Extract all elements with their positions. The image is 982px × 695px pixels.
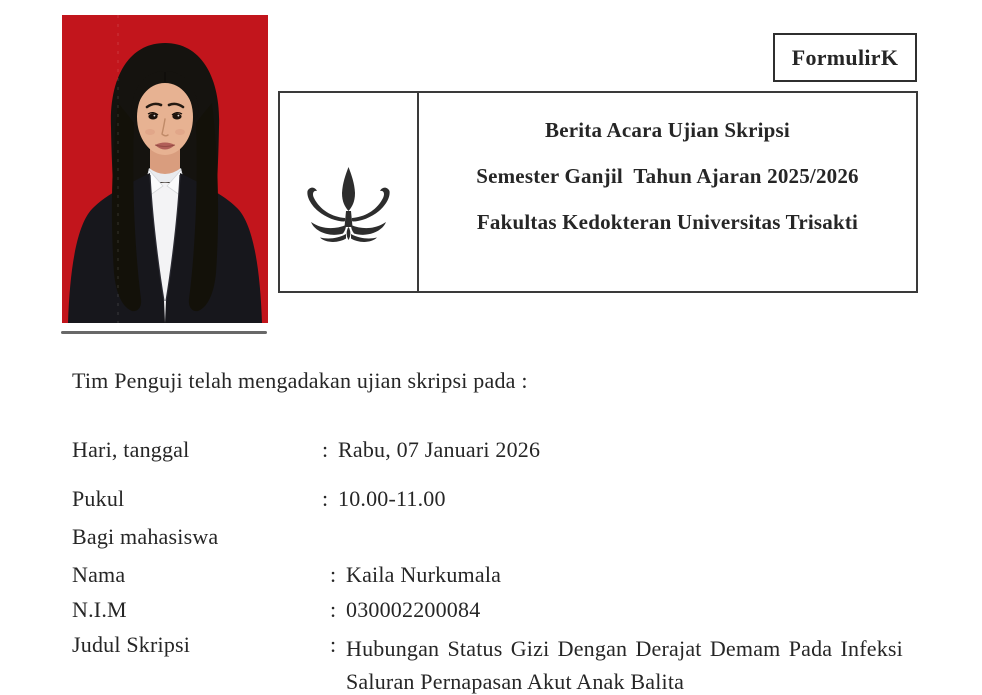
document-semester: Semester Ganjil Tahun Ajaran 2025/2026 (476, 164, 859, 188)
field-row-judul-skripsi (72, 632, 952, 694)
field-value-text: Rabu, 07 Januari 2026 (338, 437, 541, 462)
trisakti-logo-icon (296, 165, 401, 242)
colon-separator: : (330, 632, 337, 657)
field-row-hari-tanggal (72, 437, 952, 467)
colon-separator: : (322, 437, 329, 462)
field-value-text: Kaila Nurkumala (346, 562, 502, 587)
field-value (322, 437, 540, 463)
student-portrait-illustration (62, 15, 268, 323)
field-value (330, 562, 501, 588)
field-value (330, 597, 480, 623)
form-code-label: FormulirK (791, 44, 899, 70)
field-value (322, 486, 446, 512)
field-row-nama (72, 562, 952, 592)
colon-separator: : (330, 597, 337, 622)
photo-scan-shadow (61, 331, 267, 334)
field-value-text: 030002200084 (346, 597, 481, 622)
field-row-nim (72, 597, 952, 627)
field-value (330, 632, 903, 695)
field-row-bagi-mahasiswa (72, 524, 952, 554)
field-value-text: Hubungan Status Gizi Dengan Derajat Demam Pada Infeksi Saluran Pernapasan Akut Anak Balita (346, 636, 903, 694)
field-label: Nama (72, 562, 126, 587)
colon-separator: : (330, 562, 337, 587)
header-title-cell (419, 93, 916, 291)
student-photo (62, 15, 268, 323)
colon-separator: : (322, 486, 329, 511)
field-label: Hari, tanggal (72, 437, 190, 462)
field-row-pukul (72, 486, 952, 516)
field-label: Judul Skripsi (72, 632, 191, 657)
document-faculty: Fakultas Kedokteran Universitas Trisakti (476, 210, 859, 234)
field-label: Pukul (72, 486, 125, 511)
logo-cell (280, 93, 419, 291)
document-title: Berita Acara Ujian Skripsi (545, 118, 790, 142)
form-code-box (773, 33, 917, 82)
field-value-text: 10.00-11.00 (338, 486, 446, 511)
intro-text: Tim Penguji telah mengadakan ujian skripsi pada : (72, 368, 528, 393)
document-header-box (278, 91, 918, 293)
field-label: N.I.M (72, 597, 127, 622)
field-label: Bagi mahasiswa (72, 524, 219, 549)
